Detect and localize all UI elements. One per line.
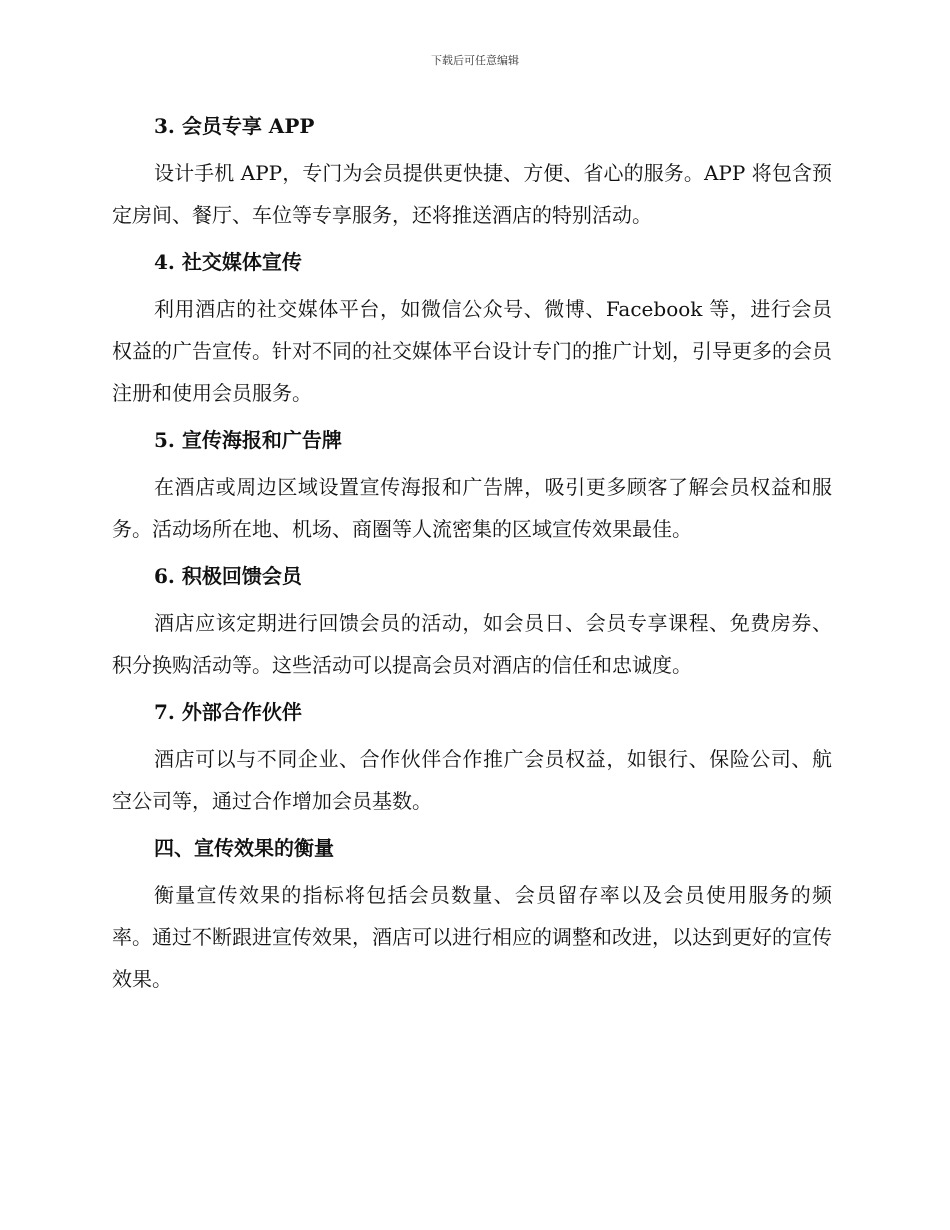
section-effect-measurement: [112, 830, 832, 1000]
section-posters-billboards: [112, 422, 832, 550]
section-paragraph: 设计手机 APP，专门为会员提供更快捷、方便、省心的服务。APP 将包含预定房间、餐厅、车位等专享服务，还将推送酒店的特别活动。: [112, 161, 832, 227]
page-header-note: 下载后可任意编辑: [431, 54, 519, 67]
section-heading: 5. 宣传海报和广告牌: [154, 428, 342, 452]
section-member-app: [112, 108, 832, 236]
section-heading: 3. 会员专享 APP: [154, 114, 315, 138]
section-paragraph: 衡量宣传效果的指标将包括会员数量、会员留存率以及会员使用服务的频率。通过不断跟进宣传效果，酒店可以进行相应的调整和改进，以达到更好的宣传效果。: [112, 883, 832, 991]
section-paragraph: 酒店可以与不同企业、合作伙伴合作推广会员权益，如银行、保险公司、航空公司等，通过合作增加会员基数。: [112, 747, 832, 813]
section-member-rewards: [112, 558, 832, 686]
section-paragraph: 在酒店或周边区域设置宣传海报和广告牌，吸引更多顾客了解会员权益和服务。活动场所在地、机场、商圈等人流密集的区域宣传效果最佳。: [112, 475, 832, 541]
document-body: [112, 108, 832, 1008]
section-heading: 四、宣传效果的衡量: [154, 836, 334, 860]
section-heading: 4. 社交媒体宣传: [154, 250, 302, 274]
section-paragraph: 酒店应该定期进行回馈会员的活动，如会员日、会员专享课程、免费房券、积分换购活动等。这些活动可以提高会员对酒店的信任和忠诚度。: [112, 611, 832, 677]
section-paragraph: 利用酒店的社交媒体平台，如微信公众号、微博、Facebook 等，进行会员权益的广告宣传。针对不同的社交媒体平台设计专门的推广计划，引导更多的会员注册和使用会员服务。: [112, 297, 832, 405]
section-external-partners: [112, 694, 832, 822]
section-social-media: [112, 244, 832, 414]
section-heading: 6. 积极回馈会员: [154, 564, 302, 588]
section-heading: 7. 外部合作伙伴: [154, 700, 302, 724]
